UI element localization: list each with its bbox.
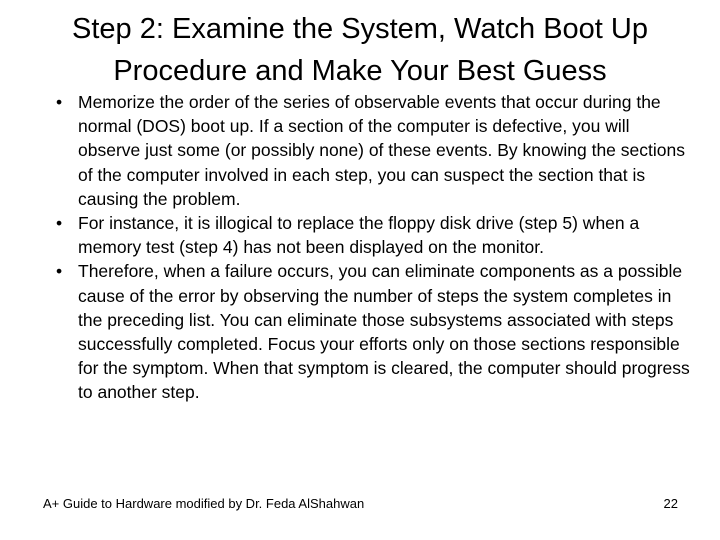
- bullet-dot-icon: •: [56, 261, 63, 282]
- slide-title: Step 2: Examine the System, Watch Boot Up Procedure and Make Your Best Guess: [72, 13, 648, 87]
- bullet-item: [56, 211, 690, 259]
- page-number: 22: [663, 496, 678, 511]
- bullet-dot-icon: •: [56, 92, 63, 112]
- bullet-item: [56, 90, 690, 211]
- footer-credit: A+ Guide to Hardware modified by Dr. Feda AlShahwan: [43, 496, 365, 511]
- bullet-text: Memorize the order of the series of observable events that occur during the normal (DOS) boot up. If a section of the computer is defective, you will observe just some (or possibly none) of these events. By knowing the sections of the computer involved in each step, you can suspect the section that is causing the problem.: [78, 92, 685, 209]
- bullet-text: For instance, it is illogical to replace the floppy disk drive (step 5) when a memory test (step 4) has not been displayed on the monitor.: [78, 213, 640, 258]
- bullet-list: [56, 90, 690, 405]
- bullet-text: Therefore, when a failure occurs, you can eliminate components as a possible cause of the error by observing the number of steps the system completes in the preceding list. You can eliminate those subsystems associated with steps successfully completed. Focus your efforts only on those sections responsible for the symptom. When that symptom is cleared, the computer should progress to another step.: [78, 261, 690, 403]
- bullet-item: [56, 259, 690, 404]
- bullet-dot-icon: •: [56, 213, 63, 234]
